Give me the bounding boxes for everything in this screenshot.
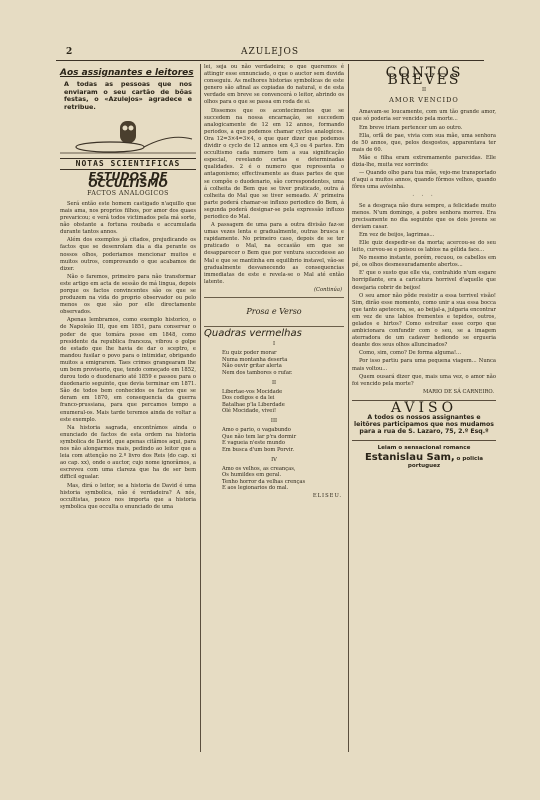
stanza — [204, 418, 344, 453]
stanza-number: I — [272, 341, 276, 348]
ad-book-subtitle: o policia portuguez — [407, 455, 484, 469]
paragraph: Mãe e filha eram extremamente parecidas. Elle dizia-lhe, muita vez sorrindo: — [352, 154, 496, 169]
column-divider — [200, 64, 201, 752]
owl-ornament — [60, 115, 196, 155]
notice-title: AVISO — [390, 399, 458, 416]
middle-column — [204, 64, 344, 502]
verse-line: Amo os velhos, as creanças, — [222, 465, 296, 472]
paragraph: — Quando olho para tua mãe, vejo-me transportado d'aqui a muitos annos, quando fôrmos velhos, quando fôres uma avósinha. — [352, 170, 496, 191]
poem-title: Quadras vermelhas — [204, 328, 302, 339]
stanza — [204, 341, 344, 376]
paragraph: Quem ousará dizer que, mais uma vez, o amor não foi vencido pela morte? — [352, 373, 496, 387]
running-title: AZULEJOS — [240, 47, 300, 57]
ad-book-name: Estanislau Sam, — [364, 451, 455, 463]
separator-dots: · · · — [412, 193, 436, 200]
stanza — [204, 457, 344, 492]
stanza — [204, 380, 344, 415]
verse-line: Eu quiz poder morar — [222, 350, 277, 357]
verse-line: Olé Mocidade, vivei! — [222, 408, 277, 415]
article-title: ESTUDOS DE OCCULTISMO — [88, 169, 168, 190]
stanza-number: III — [270, 418, 278, 425]
paragraph: Em vez de beijos, lagrimas... — [359, 231, 435, 238]
story-title: AMOR VENCIDO — [389, 96, 459, 105]
paragraph: Na historia sagrada, encontrámos ainda o enunciado de factos de esta ordem na historia symbolica de David, que apenas citâmos aqui, para nos não alongarmos mais, pedindo ao leitor que a leia com attenção no 2.º livro dos Reis (do cap. xi ao cap. xx), onde o auctor, cujo nome ignorâmos, a escreveu com uma clareza que ha de ser bem difficil egualar. — [60, 424, 196, 481]
verse-line: Batalhae p'la Liberdade — [222, 401, 285, 408]
section-banner: NOTAS SCIENTIFICAS — [60, 158, 196, 169]
paragraph: Será então este homem castigado n'aquillo que mais ama, nos proprios filhos, por amor dos quaes prevaricou; e verá todos victimados pela má sorte, não obstante a fortuna roubada e accumulada durante tantos annos. — [60, 200, 196, 236]
paragraph: Se a desgraça não dura sempre, a felicidade muito menos. N'um domingo, a pobre senhora morreu. Era precisamente no dia seguinte que os dois jovens se deviam casar. — [352, 202, 496, 230]
paragraph: Dissemos que os acontecimentos que se succedem na nossa encarnação, se succedem analogicamente de 12 em 12 annos, formando periodos, a que podemos chamar cyclos analogicos. Ora 12=3×4=3×4, o que quer dizer que podemos dividir o cyclo de 12 annos em 4,3 ou 4 partes. Em occultismo cada numero tem a sua significação especial, revelando certas e determinadas qualidades. 2 é o numero que representa o antagonismo; effectivamente as duas partes de que se compõe o duodenario, são correspondentes, uma á colheita de Bem que se tiver praticado, outra á colheita do Mal que se tiver semeado. A' primeira parte poderá chamar-se influxo periodico do Bem, á segunda poderá designar-se pela expressão influxo periodico do Mal. — [204, 107, 344, 220]
column-divider — [348, 64, 349, 752]
notice-heading: Aos assignantes e leitores — [60, 68, 194, 78]
paragraph: A passagem de uma para a outra divisão faz-se umas vezes lenta e gradualmente, outras brusca e rapidamente. No primeiro caso, depois de se ter praticado o Mal, na occasião em que se desapparecer o Bem que por ventura succedesse ao Mal e que se mantinha em equilibrio instavel, vão-se gradualmente desvanecendo as consequencias immediatas de este e revela-se o Mal até então latente. — [204, 222, 344, 285]
paragraph: E' que o susto que elle via, contrahido n'um esgare horripilante, era a caricatura horrivel d'aquelle que desejaria cobrir de beijos! — [352, 270, 496, 291]
paragraph: Como, sim, como? De forma alguma!... — [359, 350, 461, 357]
prosa-e-verso-banner: Prosa e Verso — [204, 297, 344, 327]
verse-line: Que não tem lar p'ra dormir — [222, 433, 297, 440]
stanza-number: II — [271, 379, 277, 386]
verse-line: Libertae-vos Mocidade — [222, 388, 283, 395]
paragraph: Apenas lembramos, como exemplo historico, o de Napoleão III, que em 1851, para conservar o poder de que tomára posse em 1848, como presidente da republica franceza, vibrou o golpe de estado que lhe havia de dar o sceptro, e mandou fusilar o povo para o intimidar, obrigando muitos a emigrarem. Taes crimes grangearam lhe um bem provisorio, que, tendo começado em 1852, durou todo o duodenario até 1859 e passou para o duodenario seguinte, que devia terminar em 1871. São de todos bem conhecidos os factos que se deram em 1870, em consequencia da guerra franco-prussiana, para que percamos tempo a enumeral-os. Mais tarde teremos ainda de voltar a este exemplo. — [60, 317, 196, 423]
verse-line: Numa montanha deserta — [222, 356, 288, 363]
verse-line: Os humildes em geral. — [222, 472, 282, 479]
verse-line: Dos codigos e da lei — [222, 395, 275, 402]
paragraph: Elle quiz despedir-se da morta; acercou-se do seu leito, curvou-se e poisou os labios na gélida face... — [352, 239, 496, 254]
page-number: 2 — [66, 47, 73, 57]
paragraph: lei, seja ou não verdadeira; o que queremos é attingir esse ennunciado, o que o auctor sem duvida conseguiu. As melhores historias symbolicas de este genero são afinal as copiadas do natural, e de esta verdade em breve se convencerá o leitor, abrindo os olhos para o que se passa em roda de si. — [204, 64, 344, 106]
verse-line: Não ouvir gritar alerta — [222, 363, 282, 370]
paragraph: Ella, orfã de pae, vivia com sua mãe, uma senhora de 50 annos, que, pelos desgostos, apparentava ter mais de 60. — [352, 132, 496, 153]
paragraph: O seu amor não pôde resistir a essa terrivel visão! Sim, dirão esse momento, como unir a sua essa bocca que tanto apetecera, se, ao beijal-a, julgaria encontrar em vez de uns labios frementes e tepidos, outros, gelados e hirtos? Como estreitar esse corpo que ambicionara confundir com o seu, se a imagem aterradora de um cadaver hediondo se ergueria deante dos seus olhos alluncinados? — [352, 292, 496, 349]
ad-title — [352, 451, 496, 470]
story-number: II — [421, 87, 427, 94]
section-rule — [352, 440, 496, 441]
paragraph: Além dos exemplos já citados, prejudicando os factos que se desenrolam dia a dia perante os nossos olhos, poderiamos mencionar muitos e muitos outros, comprovando o que acabamos de dizer. — [60, 237, 196, 272]
right-column — [352, 64, 496, 470]
poem-author: ELISEU. — [312, 492, 342, 499]
story-author: MARIO DE SÁ CARNEIRO. — [423, 388, 494, 395]
paragraph: Não o faremos, primeiro para não transformar este artigo em acta de sessão de má lingua, depois porque os factos convincentes são os que se produzem na vida do proprio observador ou pelo menos os que são por elle directamente observados. — [60, 273, 196, 316]
greetings-notice: A todas as pessoas que nos enviaram o seu cartão de bôas festas, o «Azulejos» agradece e retribue. — [64, 80, 192, 111]
header-rule — [56, 60, 484, 61]
ad-lead: Leiam o sensacional romance — [377, 444, 471, 451]
verse-line: Amo o pario, o vagabundo — [222, 427, 291, 434]
stanza-number: IV — [271, 456, 277, 463]
paragraph: Amavam-se loucamente, com um tão grande amor, que só poderia ser vencido pela morte... — [352, 109, 496, 123]
paragraph: Em breve iriam pertencer um ao outro. — [359, 124, 463, 131]
continues-note: (Continúa) — [314, 286, 342, 293]
paragraph: Mas, dirá o leitor, se a historia de David é uma historia symbolica, não é verdadeira? A nós, occultistas, pouco nos importa que a historia symbolica que occulta o enunciado de uma — [60, 482, 196, 510]
paragraph: Por isso partiu para uma pequena viagem... Nunca mais voltou... — [352, 358, 496, 372]
article-subtitle: FACTOS ANALOGICOS — [87, 189, 169, 197]
verse-line: Tenho horror da velhas crenças — [222, 478, 306, 485]
section-title: CONTOS BREVES — [385, 65, 463, 89]
notice-text: A todos os nossos assignantes e leitôres participamos que nos mudamos para a rua de S. Lazaro, 75, 2.º Esq.º — [354, 414, 494, 436]
verse-line: Nem dos tambores o rufar. — [222, 369, 293, 376]
left-column — [60, 64, 196, 512]
verse-line: Em busca d'um bom Porvir. — [222, 446, 295, 453]
paragraph: No mesmo instante, porém, recuou, os cabellos em pé, os olhos desmesuradamente abertos... — [352, 255, 496, 269]
verse-line: E vagueia n'este mundo — [222, 440, 285, 447]
owl-lamp-icon — [60, 115, 196, 155]
verse-line: E aos legionarios do mal. — [222, 485, 289, 492]
